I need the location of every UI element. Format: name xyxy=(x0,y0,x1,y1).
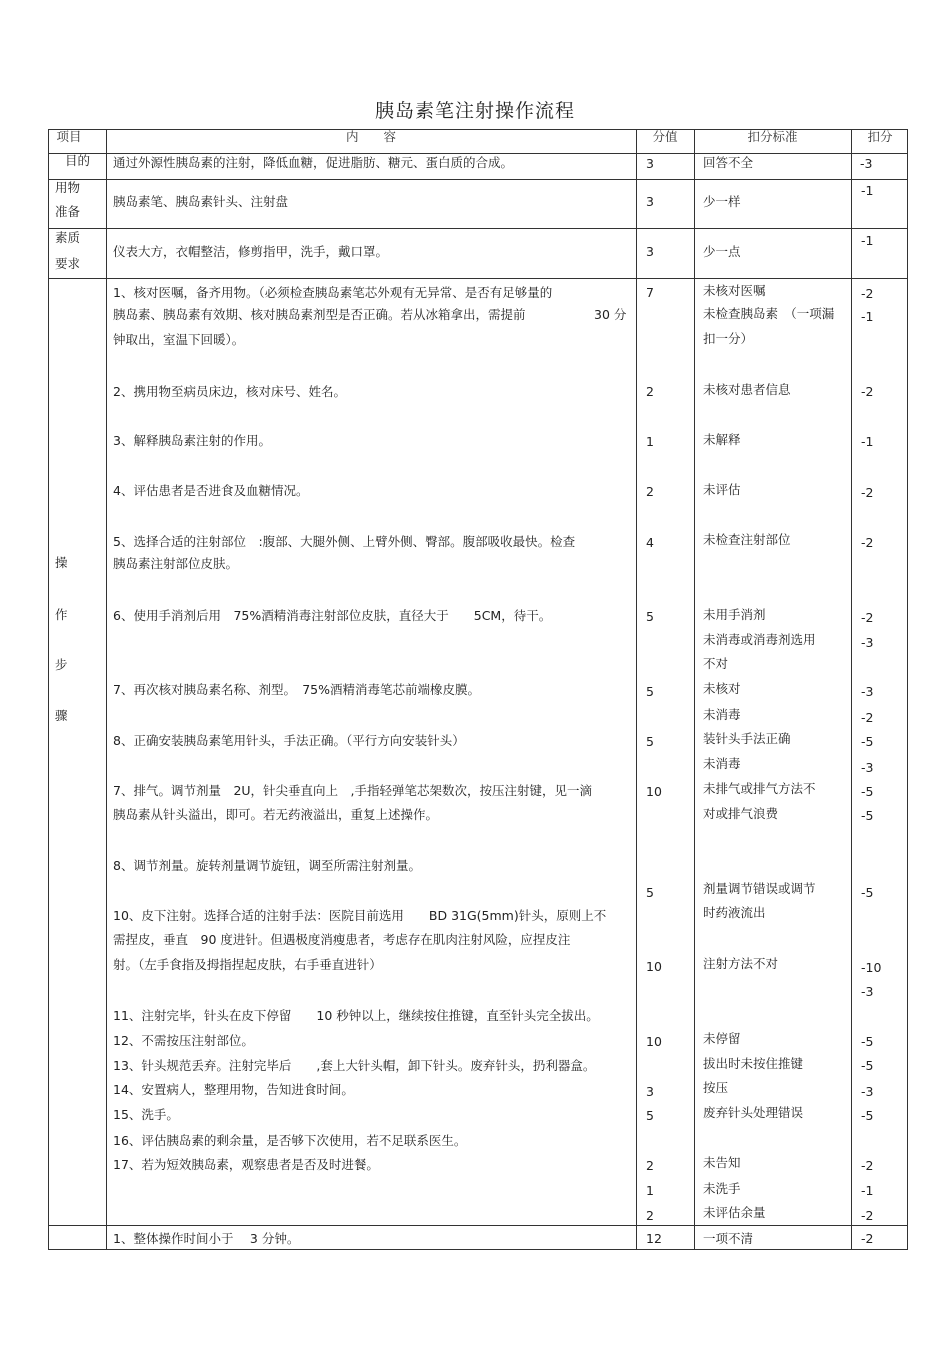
supplies-score: 3 xyxy=(646,194,654,209)
table-rule xyxy=(851,130,852,1249)
scoring-table xyxy=(48,129,908,1250)
step-score: 2 xyxy=(646,1158,654,1173)
step-line: 14、安置病人，整理用物，告知进食时间。 xyxy=(113,1082,354,1097)
step-criteria: 未排气或排气方法不 xyxy=(703,781,816,796)
step-deduct: -5 xyxy=(861,784,874,799)
step-deduct: -5 xyxy=(861,808,874,823)
step-criteria: 剂量调节错误或调节 xyxy=(703,881,816,896)
operation-label-char: 步 xyxy=(55,657,68,672)
overall-content: 1、整体操作时间小于 3 分钟。 xyxy=(113,1231,300,1246)
step-score: 10 xyxy=(646,1034,662,1049)
step-deduct: -5 xyxy=(861,885,874,900)
step-criteria: 未检查胰岛素 （一项漏 xyxy=(703,306,835,321)
step-criteria: 未核对 xyxy=(703,681,741,696)
step-score: 5 xyxy=(646,1108,654,1123)
step-score: 1 xyxy=(646,1183,654,1198)
step-criteria: 未消毒 xyxy=(703,756,741,771)
step-deduct: -2 xyxy=(861,1208,874,1223)
step-line: 钟取出，室温下回暖）。 xyxy=(113,332,245,347)
step-criteria: 未消毒或消毒剂选用 xyxy=(703,632,816,647)
supplies-criteria: 少一样 xyxy=(703,194,741,209)
step-line: 射。（左手食指及拇指捏起皮肤，右手垂直进针） xyxy=(113,957,382,972)
step-criteria: 时药液流出 xyxy=(703,905,766,920)
step-line: 7、再次核对胰岛素名称、剂型。 75%酒精消毒笔芯前端橡皮膜。 xyxy=(113,682,480,697)
step-criteria: 未用手消剂 xyxy=(703,607,766,622)
step-deduct: -5 xyxy=(861,1058,874,1073)
step-line: 15、洗手。 xyxy=(113,1107,179,1122)
step-line: 6、使用手消剂后用 75%酒精消毒注射部位皮肤，直径大于 5CM，待干。 xyxy=(113,608,552,623)
step-deduct: -2 xyxy=(861,535,874,550)
step-score: 10 xyxy=(646,959,662,974)
step-line: 2、携用物至病员床边，核对床号、姓名。 xyxy=(113,384,346,399)
header-score: 分值 xyxy=(652,129,678,144)
step-line: 8、正确安装胰岛素笔用针头，手法正确。（平行方向安装针头） xyxy=(113,733,465,748)
step-criteria: 扣一分） xyxy=(703,331,754,346)
step-criteria: 拔出时未按住推键 xyxy=(703,1056,804,1071)
overall-deduct: -2 xyxy=(861,1231,874,1246)
quality-content: 仪表大方，衣帽整洁，修剪指甲，洗手，戴口罩。 xyxy=(113,244,389,259)
step-criteria: 注射方法不对 xyxy=(703,956,779,971)
step-deduct: -5 xyxy=(861,1034,874,1049)
step-score: 3 xyxy=(646,1084,654,1099)
table-rule xyxy=(49,1225,907,1226)
step-line: 11、注射完毕，针头在皮下停留 10 秒钟以上，继续按住推键，直至针头完全拔出。 xyxy=(113,1008,599,1023)
step-deduct: -2 xyxy=(861,1158,874,1173)
step-deduct: -5 xyxy=(861,734,874,749)
step-criteria: 废弃针头处理错误 xyxy=(703,1105,804,1120)
header-criteria: 扣分标准 xyxy=(747,129,798,144)
purpose-criteria: 回答不全 xyxy=(703,155,754,170)
step-criteria: 未告知 xyxy=(703,1155,741,1170)
table-rule xyxy=(694,130,695,1249)
step-line: 5、选择合适的注射部位 :腹部、大腿外侧、上臂外侧、臀部。腹部吸收最快。检查 xyxy=(113,534,576,549)
step-score: 5 xyxy=(646,734,654,749)
step-line: 胰岛素注射部位皮肤。 xyxy=(113,556,239,571)
overall-criteria: 一项不清 xyxy=(703,1231,754,1246)
quality-label: 素质 xyxy=(55,230,81,245)
quality-deduct: -1 xyxy=(861,233,874,248)
operation-label-char: 骤 xyxy=(55,708,68,723)
step-line: 12、不需按压注射部位。 xyxy=(113,1033,254,1048)
page-title: 胰岛素笔注射操作流程 xyxy=(374,100,575,122)
step-deduct: -1 xyxy=(861,434,874,449)
step-line: 17、若为短效胰岛素，观察患者是否及时进餐。 xyxy=(113,1157,379,1172)
step-criteria: 按压 xyxy=(703,1080,729,1095)
step-deduct: -2 xyxy=(861,485,874,500)
step-score: 5 xyxy=(646,684,654,699)
table-rule xyxy=(49,179,907,180)
operation-label-char: 操 xyxy=(55,555,68,570)
step-line: 13、针头规范丢弃。注射完毕后 ,套上大针头帽，卸下针头。废弃针头，扔利器盒。 xyxy=(113,1058,596,1073)
supplies-label: 用物 xyxy=(55,180,81,195)
header-deduct: 扣分 xyxy=(867,129,893,144)
quality-label: 要求 xyxy=(55,256,81,271)
step-criteria: 对或排气浪费 xyxy=(703,806,779,821)
step-score: 10 xyxy=(646,784,662,799)
step-deduct: -3 xyxy=(861,635,874,650)
step-deduct: -2 xyxy=(861,286,874,301)
purpose-deduct: -3 xyxy=(860,156,873,171)
step-score: 4 xyxy=(646,535,654,550)
step-criteria: 未洗手 xyxy=(703,1181,741,1196)
supplies-deduct: -1 xyxy=(861,183,874,198)
step-deduct: -3 xyxy=(861,984,874,999)
step-criteria: 未评估 xyxy=(703,482,741,497)
table-rule xyxy=(49,228,907,229)
step-deduct: -1 xyxy=(861,309,874,324)
header-item: 项目 xyxy=(56,129,82,144)
step-criteria: 装针头手法正确 xyxy=(703,731,791,746)
step-line: 16、评估胰岛素的剩余量，是否够下次使用，若不足联系医生。 xyxy=(113,1133,467,1148)
step-score: 7 xyxy=(646,285,654,300)
step-criteria: 未检查注射部位 xyxy=(703,532,791,547)
step-line: 1、核对医嘱，备齐用物。（必须检查胰岛素笔芯外观有无异常、是否有足够量的 xyxy=(113,285,553,300)
step-criteria: 未核对患者信息 xyxy=(703,382,791,397)
table-rule xyxy=(106,130,107,1249)
step-score: 5 xyxy=(646,609,654,624)
supplies-label: 准备 xyxy=(55,204,81,219)
step-score: 2 xyxy=(646,384,654,399)
step-line: 10、皮下注射。选择合适的注射手法：医院目前选用 BD 31G(5mm)针头，原则上不 xyxy=(113,908,607,923)
overall-score: 12 xyxy=(646,1231,662,1246)
header-content: 内 容 xyxy=(345,129,396,144)
table-rule xyxy=(636,130,637,1249)
purpose-score: 3 xyxy=(646,156,654,171)
step-criteria: 未消毒 xyxy=(703,707,741,722)
quality-criteria: 少一点 xyxy=(703,244,741,259)
step-criteria: 未核对医嘱 xyxy=(703,283,766,298)
step-deduct: -1 xyxy=(861,1183,874,1198)
step-criteria: 不对 xyxy=(703,656,729,671)
step-line: 胰岛素、胰岛素有效期、核对胰岛素剂型是否正确。若从冰箱拿出，需提前 xyxy=(113,307,526,322)
step-score: 2 xyxy=(646,1208,654,1223)
table-rule xyxy=(49,278,907,279)
step-deduct: -3 xyxy=(861,760,874,775)
supplies-content: 胰岛素笔、胰岛素针头、注射盘 xyxy=(113,194,289,209)
step-deduct: -2 xyxy=(861,610,874,625)
step-line: 7、排气。调节剂量 2U，针尖垂直向上 ,手指轻弹笔芯架数次，按压注射键，见一滴 xyxy=(113,783,593,798)
step-line: 30 分 xyxy=(594,307,627,322)
step-criteria: 未解释 xyxy=(703,432,741,447)
step-deduct: -2 xyxy=(861,384,874,399)
purpose-content: 通过外源性胰岛素的注射，降低血糖，促进脂肪、糖元、蛋白质的合成。 xyxy=(113,155,514,170)
step-score: 5 xyxy=(646,885,654,900)
step-line: 需捏皮，垂直 90 度进针。但遇极度消瘦患者，考虑存在肌肉注射风险，应捏皮注 xyxy=(113,932,571,947)
step-line: 4、评估患者是否进食及血糖情况。 xyxy=(113,483,309,498)
step-criteria: 未停留 xyxy=(703,1031,741,1046)
step-deduct: -3 xyxy=(861,684,874,699)
quality-score: 3 xyxy=(646,244,654,259)
step-line: 8、调节剂量。旋转剂量调节旋钮，调至所需注射剂量。 xyxy=(113,858,421,873)
step-score: 2 xyxy=(646,484,654,499)
operation-label-char: 作 xyxy=(55,607,68,622)
step-criteria: 未评估余量 xyxy=(703,1205,766,1220)
step-deduct: -3 xyxy=(861,1084,874,1099)
step-deduct: -10 xyxy=(861,960,882,975)
step-deduct: -2 xyxy=(861,710,874,725)
step-line: 3、解释胰岛素注射的作用。 xyxy=(113,433,271,448)
step-line: 胰岛素从针头溢出，即可。若无药液溢出，重复上述操作。 xyxy=(113,807,439,822)
step-deduct: -5 xyxy=(861,1108,874,1123)
purpose-label: 目的 xyxy=(64,153,90,168)
step-score: 1 xyxy=(646,434,654,449)
